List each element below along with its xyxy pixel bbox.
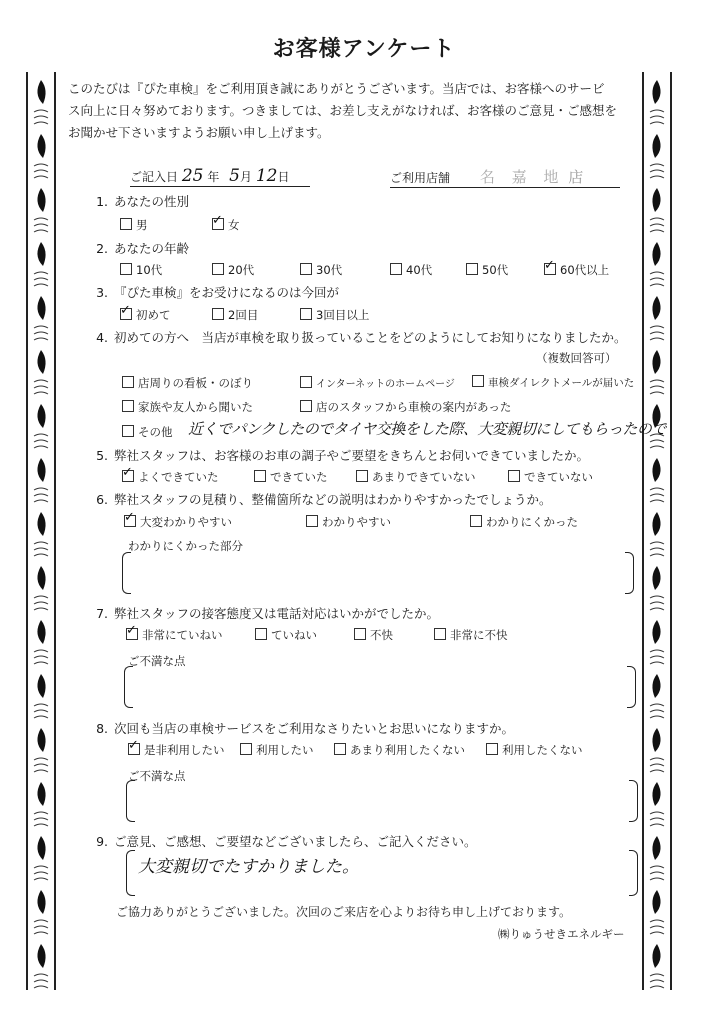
checkbox-checked-icon[interactable]	[128, 743, 140, 755]
q4-number: 4.	[96, 330, 108, 345]
dash-icon	[34, 392, 48, 394]
option-label: できていた	[270, 470, 328, 484]
dash-icon	[34, 488, 48, 490]
option-label: 10代	[136, 263, 163, 277]
checkbox-checked-icon[interactable]	[120, 308, 132, 320]
dash-icon	[34, 500, 48, 502]
leaf-icon	[37, 242, 45, 266]
q9-answer[interactable]: 大変親切でたすかりました。	[138, 857, 359, 877]
dash-icon	[650, 818, 664, 820]
store-label: ご利用店舗	[390, 171, 451, 185]
bracket-right	[625, 552, 634, 594]
q2-option-30s[interactable]	[300, 262, 342, 278]
checkbox-checked-icon[interactable]	[126, 628, 138, 640]
leaf-icon	[652, 188, 660, 212]
checkbox-icon[interactable]	[122, 425, 134, 437]
dash-icon	[34, 812, 48, 814]
dash-icon	[34, 770, 48, 772]
leaf-icon	[37, 458, 45, 482]
dash-icon	[650, 602, 664, 604]
q8-option-definitely[interactable]	[128, 742, 225, 758]
dash-icon	[650, 872, 664, 874]
dash-icon	[650, 704, 664, 706]
option-label: 3回目以上	[316, 308, 370, 322]
q7-option-polite[interactable]	[255, 627, 317, 643]
dash-icon	[650, 272, 664, 274]
q4-text	[86, 328, 627, 346]
option-label: インターネットのホームページ	[316, 379, 455, 390]
dash-icon	[650, 542, 664, 544]
leaf-icon	[37, 350, 45, 374]
dash-icon	[34, 434, 48, 436]
bracket-left	[126, 850, 135, 896]
dash-icon	[650, 554, 664, 556]
checkbox-icon[interactable]	[300, 376, 312, 388]
dash-icon	[34, 380, 48, 382]
q5-text	[86, 446, 589, 464]
dash-icon	[650, 500, 664, 502]
q5-option-not-at-all[interactable]	[508, 469, 593, 485]
dash-icon	[34, 758, 48, 760]
q6-sub-label: わかりにくかった部分	[128, 539, 243, 553]
dash-icon	[650, 866, 664, 868]
option-label: できていない	[524, 470, 593, 484]
dash-icon	[650, 920, 664, 922]
store-name: 名 嘉 地	[479, 168, 565, 186]
q2-text	[86, 239, 189, 257]
q5-option-not-much[interactable]	[356, 469, 476, 485]
dash-icon	[34, 608, 48, 610]
leaf-pattern-icon	[28, 72, 54, 990]
dash-icon	[34, 596, 48, 598]
dash-icon	[34, 440, 48, 442]
checkbox-icon[interactable]	[470, 515, 482, 527]
dash-icon	[650, 332, 664, 334]
leaf-icon	[37, 566, 45, 590]
dash-icon	[650, 770, 664, 772]
checkbox-icon[interactable]	[255, 628, 267, 640]
q5-option-very-well[interactable]	[122, 469, 219, 485]
right-film-border	[642, 72, 672, 990]
dash-icon	[34, 662, 48, 664]
dash-icon	[34, 980, 48, 982]
dash-icon	[650, 392, 664, 394]
option-label: 家族や友人から聞いた	[138, 400, 253, 414]
dash-icon	[650, 326, 664, 328]
dash-icon	[650, 218, 664, 220]
q5-option-well[interactable]	[254, 469, 328, 485]
q1-number: 1.	[96, 194, 108, 209]
checkbox-icon[interactable]	[240, 743, 252, 755]
dash-icon	[650, 284, 664, 286]
dash-icon	[34, 272, 48, 274]
dash-icon	[650, 656, 664, 658]
dash-icon	[650, 446, 664, 448]
store-field[interactable]	[390, 166, 620, 188]
q2-label: あなたの年齢	[114, 241, 190, 256]
leaf-icon	[37, 134, 45, 158]
checkbox-icon[interactable]	[212, 308, 224, 320]
leaf-icon	[37, 188, 45, 212]
dash-icon	[650, 164, 664, 166]
survey-title: お客様アンケート	[272, 37, 456, 62]
q5-label: 弊社スタッフは、お客様のお車の調子やご要望をきちんとお伺いできていましたか。	[114, 448, 590, 463]
checkbox-icon[interactable]	[486, 743, 498, 755]
dash-icon	[650, 824, 664, 826]
dash-icon	[650, 932, 664, 934]
dash-icon	[650, 608, 664, 610]
q7-option-very-polite[interactable]	[126, 627, 223, 643]
checkbox-icon[interactable]	[122, 376, 134, 388]
option-label: 店のスタッフから車検の案内があった	[316, 400, 512, 414]
option-label: 初めて	[136, 308, 171, 322]
dash-icon	[650, 380, 664, 382]
dash-icon	[34, 704, 48, 706]
dash-icon	[34, 326, 48, 328]
leaf-icon	[37, 944, 45, 968]
leaf-icon	[37, 512, 45, 536]
option-label: その他	[138, 425, 173, 439]
q8-option-not-really[interactable]	[334, 742, 465, 758]
checkbox-icon[interactable]	[508, 470, 520, 482]
option-label: 50代	[482, 263, 509, 277]
leaf-icon	[652, 836, 660, 860]
option-label: 利用したい	[256, 743, 314, 757]
checkbox-icon[interactable]	[120, 218, 132, 230]
leaf-icon	[652, 512, 660, 536]
q8-option-yes[interactable]	[240, 742, 314, 758]
leaf-icon	[652, 350, 660, 374]
dash-icon	[650, 710, 664, 712]
dash-icon	[650, 662, 664, 664]
leaf-icon	[37, 836, 45, 860]
option-label: 店周りの看板・のぼり	[138, 376, 253, 390]
q4-option-family[interactable]	[122, 399, 253, 415]
date-year-unit: 年	[207, 170, 220, 184]
leaf-icon	[652, 620, 660, 644]
dash-icon	[34, 920, 48, 922]
q2-option-50s[interactable]	[466, 262, 508, 278]
closing-message: ご協力ありがとうございました。次回のご来店を心よりお待ち申し上げております。	[116, 905, 572, 919]
dash-icon	[34, 548, 48, 550]
intro-line: ス向上に日々努めております。つきましては、お差し支えがなければ、お客様のご意見・ご感想を	[68, 103, 618, 118]
q3-number: 3.	[96, 285, 108, 300]
dash-icon	[650, 494, 664, 496]
date-field[interactable]	[130, 166, 310, 187]
dash-icon	[650, 230, 664, 232]
dash-icon	[34, 542, 48, 544]
dash-icon	[34, 218, 48, 220]
dash-icon	[34, 230, 48, 232]
checkbox-icon[interactable]	[306, 515, 318, 527]
dash-icon	[34, 110, 48, 112]
date-day: 12	[255, 166, 278, 186]
checkbox-icon[interactable]	[354, 628, 366, 640]
dash-icon	[34, 974, 48, 976]
checkbox-icon[interactable]	[300, 400, 312, 412]
option-label: わかりやすい	[322, 515, 391, 529]
leaf-icon	[652, 782, 660, 806]
dash-icon	[650, 170, 664, 172]
leaf-icon	[37, 404, 45, 428]
dash-icon	[34, 170, 48, 172]
leaf-icon	[652, 242, 660, 266]
dash-icon	[650, 224, 664, 226]
q1-option-male[interactable]	[120, 217, 148, 233]
leaf-icon	[652, 566, 660, 590]
intro-line: お聞かせ下さいますようお願い申し上げます。	[68, 125, 330, 140]
company-name: ㈱りゅうせきエネルギー	[498, 927, 625, 941]
q8-text	[86, 719, 514, 737]
leaf-icon	[37, 296, 45, 320]
q5-number: 5.	[96, 448, 108, 463]
option-label: ていねい	[271, 628, 317, 642]
option-label: 男	[136, 218, 148, 232]
q6-text	[86, 490, 552, 508]
option-label: 非常に不快	[450, 628, 508, 642]
checkbox-icon[interactable]	[254, 470, 266, 482]
option-label: 非常にていねい	[142, 628, 223, 642]
q2-option-20s[interactable]	[212, 262, 254, 278]
leaf-icon	[652, 296, 660, 320]
dash-icon	[34, 332, 48, 334]
dash-icon	[34, 818, 48, 820]
dash-icon	[650, 980, 664, 982]
dash-icon	[650, 650, 664, 652]
dash-icon	[650, 764, 664, 766]
q8-sub-label: ご不満な点	[128, 769, 186, 783]
leaf-icon	[37, 782, 45, 806]
dash-icon	[34, 650, 48, 652]
q6-option-clear[interactable]	[306, 514, 391, 530]
leaf-icon	[652, 134, 660, 158]
dash-icon	[650, 488, 664, 490]
dash-icon	[650, 758, 664, 760]
checkbox-icon[interactable]	[472, 375, 484, 387]
option-label: 2回目	[228, 308, 259, 322]
checkbox-icon[interactable]	[466, 263, 478, 275]
checkbox-checked-icon[interactable]	[544, 263, 556, 275]
q4-option-homepage[interactable]	[300, 375, 455, 390]
option-label: あまりできていない	[372, 470, 476, 484]
dash-icon	[34, 224, 48, 226]
q4-note: （複数回答可）	[536, 351, 617, 365]
checkbox-icon[interactable]	[300, 263, 312, 275]
q7-label: 弊社スタッフの接客態度又は電話対応はいかがでしたか。	[114, 606, 440, 621]
checkbox-icon[interactable]	[300, 308, 312, 320]
q3-option-first[interactable]	[120, 307, 171, 323]
date-month: 5	[229, 166, 240, 186]
intro-text	[68, 78, 648, 144]
q2-option-60s-plus[interactable]	[544, 262, 609, 278]
dash-icon	[34, 494, 48, 496]
q7-comment-box[interactable]	[124, 666, 636, 706]
q4-option-staff[interactable]	[300, 399, 511, 415]
bracket-left	[126, 780, 135, 822]
option-label: 女	[228, 218, 240, 232]
option-label: 不快	[370, 628, 393, 642]
dash-icon	[34, 764, 48, 766]
dash-icon	[650, 122, 664, 124]
dash-icon	[34, 932, 48, 934]
leaf-icon	[652, 458, 660, 482]
dash-icon	[650, 812, 664, 814]
dash-icon	[34, 338, 48, 340]
option-label: 車検ダイレクトメールが届いた	[488, 377, 635, 389]
q8-label: 次回も当店の車検サービスをご利用なさりたいとお思いになりますか。	[114, 721, 515, 736]
q4-other-answer[interactable]: 近くでパンクしたのでタイヤ交換をした際、大変親切にしてもらったので	[188, 420, 666, 438]
dash-icon	[650, 440, 664, 442]
option-label: よくできていた	[138, 470, 219, 484]
checkbox-checked-icon[interactable]	[122, 470, 134, 482]
q6-label: 弊社スタッフの見積り、整備箇所などの説明はわかりやすかったでしょうか。	[114, 492, 552, 507]
q8-comment-box[interactable]	[126, 780, 638, 820]
leaf-icon	[652, 944, 660, 968]
q8-option-no[interactable]	[486, 742, 583, 758]
dash-icon	[650, 548, 664, 550]
bracket-right	[629, 850, 638, 896]
checkbox-icon[interactable]	[356, 470, 368, 482]
leaf-icon	[37, 728, 45, 752]
dash-icon	[650, 974, 664, 976]
dash-icon	[34, 716, 48, 718]
q4-option-other[interactable]	[122, 424, 173, 440]
dash-icon	[34, 554, 48, 556]
dash-icon	[34, 986, 48, 988]
option-label: 是非利用したい	[144, 743, 225, 757]
option-label: 40代	[406, 263, 433, 277]
q4-option-signboard[interactable]	[122, 375, 253, 391]
q6-option-very-clear[interactable]	[124, 514, 232, 530]
q7-option-very-unpleasant[interactable]	[434, 627, 508, 643]
checkbox-checked-icon[interactable]	[212, 218, 224, 230]
q6-number: 6.	[96, 492, 108, 507]
dash-icon	[34, 710, 48, 712]
dash-icon	[34, 446, 48, 448]
q9-number: 9.	[96, 834, 108, 849]
dash-icon	[650, 986, 664, 988]
q4-option-direct-mail[interactable]	[472, 375, 634, 390]
option-label: 利用したくない	[502, 743, 583, 757]
dash-icon	[34, 824, 48, 826]
date-label: ご記入日	[130, 170, 179, 184]
checkbox-icon[interactable]	[390, 263, 402, 275]
option-label: 20代	[228, 263, 255, 277]
store-suffix: 店	[568, 168, 584, 186]
option-label: わかりにくかった	[486, 515, 578, 529]
date-day-unit: 日	[277, 170, 290, 184]
option-label: 大変わかりやすい	[140, 515, 232, 529]
dash-icon	[650, 596, 664, 598]
leaf-icon	[37, 674, 45, 698]
q7-option-unpleasant[interactable]	[354, 627, 393, 643]
date-year: 25	[181, 166, 204, 186]
leaf-icon	[652, 674, 660, 698]
q9-text	[86, 832, 477, 850]
checkbox-icon[interactable]	[122, 400, 134, 412]
q1-label: あなたの性別	[114, 194, 190, 209]
q3-text	[86, 283, 339, 301]
dash-icon	[34, 386, 48, 388]
q2-option-40s[interactable]	[390, 262, 432, 278]
q3-option-third-plus[interactable]	[300, 307, 369, 323]
q3-option-second[interactable]	[212, 307, 258, 323]
left-film-border	[26, 72, 56, 990]
bracket-right	[629, 780, 638, 822]
dash-icon	[34, 866, 48, 868]
leaf-icon	[37, 890, 45, 914]
leaf-pattern-icon	[644, 72, 670, 990]
dash-icon	[650, 716, 664, 718]
bracket-left	[124, 666, 133, 708]
option-label: あまり利用したくない	[350, 743, 465, 757]
dash-icon	[34, 122, 48, 124]
leaf-icon	[652, 890, 660, 914]
dash-icon	[34, 602, 48, 604]
checkbox-icon[interactable]	[120, 263, 132, 275]
q3-label: 『ぴた車検』をお受けになるのは今回が	[114, 285, 340, 300]
leaf-icon	[652, 80, 660, 104]
checkbox-icon[interactable]	[334, 743, 346, 755]
dash-icon	[650, 878, 664, 880]
bracket-left	[122, 552, 131, 594]
dash-icon	[34, 284, 48, 286]
dash-icon	[34, 116, 48, 118]
q9-label: ご意見、ご感想、ご要望などございましたら、ご記入ください。	[114, 834, 477, 849]
checkbox-icon[interactable]	[434, 628, 446, 640]
q7-number: 7.	[96, 606, 108, 621]
option-label: 30代	[316, 263, 343, 277]
dash-icon	[34, 278, 48, 280]
dash-icon	[34, 656, 48, 658]
q7-sub-label: ご不満な点	[128, 654, 186, 668]
dash-icon	[34, 926, 48, 928]
q6-option-unclear[interactable]	[470, 514, 578, 530]
dash-icon	[650, 110, 664, 112]
leaf-icon	[652, 728, 660, 752]
q2-number: 2.	[96, 241, 108, 256]
date-month-unit: 月	[239, 170, 252, 184]
dash-icon	[650, 386, 664, 388]
q4-label: 初めての方へ 当店が車検を取り扱っていることをどのようにしてお知りになりましたか。	[114, 330, 627, 345]
dash-icon	[34, 872, 48, 874]
q8-number: 8.	[96, 721, 108, 736]
dash-icon	[650, 926, 664, 928]
intro-line: このたびは『ぴた車検』をご利用頂き誠にありがとうございます。当店では、お客様へのサービ	[68, 81, 605, 96]
dash-icon	[650, 278, 664, 280]
q7-text	[86, 604, 439, 622]
dash-icon	[34, 878, 48, 880]
dash-icon	[650, 176, 664, 178]
leaf-icon	[37, 620, 45, 644]
q1-option-female[interactable]	[212, 217, 240, 233]
q6-comment-box[interactable]	[122, 552, 634, 592]
checkbox-icon[interactable]	[212, 263, 224, 275]
bracket-right	[627, 666, 636, 708]
leaf-icon	[37, 80, 45, 104]
dash-icon	[34, 176, 48, 178]
dash-icon	[650, 338, 664, 340]
option-label: 60代以上	[560, 263, 610, 277]
dash-icon	[650, 116, 664, 118]
dash-icon	[34, 164, 48, 166]
q1-text	[86, 192, 189, 210]
q2-option-10s[interactable]	[120, 262, 162, 278]
checkbox-checked-icon[interactable]	[124, 515, 136, 527]
